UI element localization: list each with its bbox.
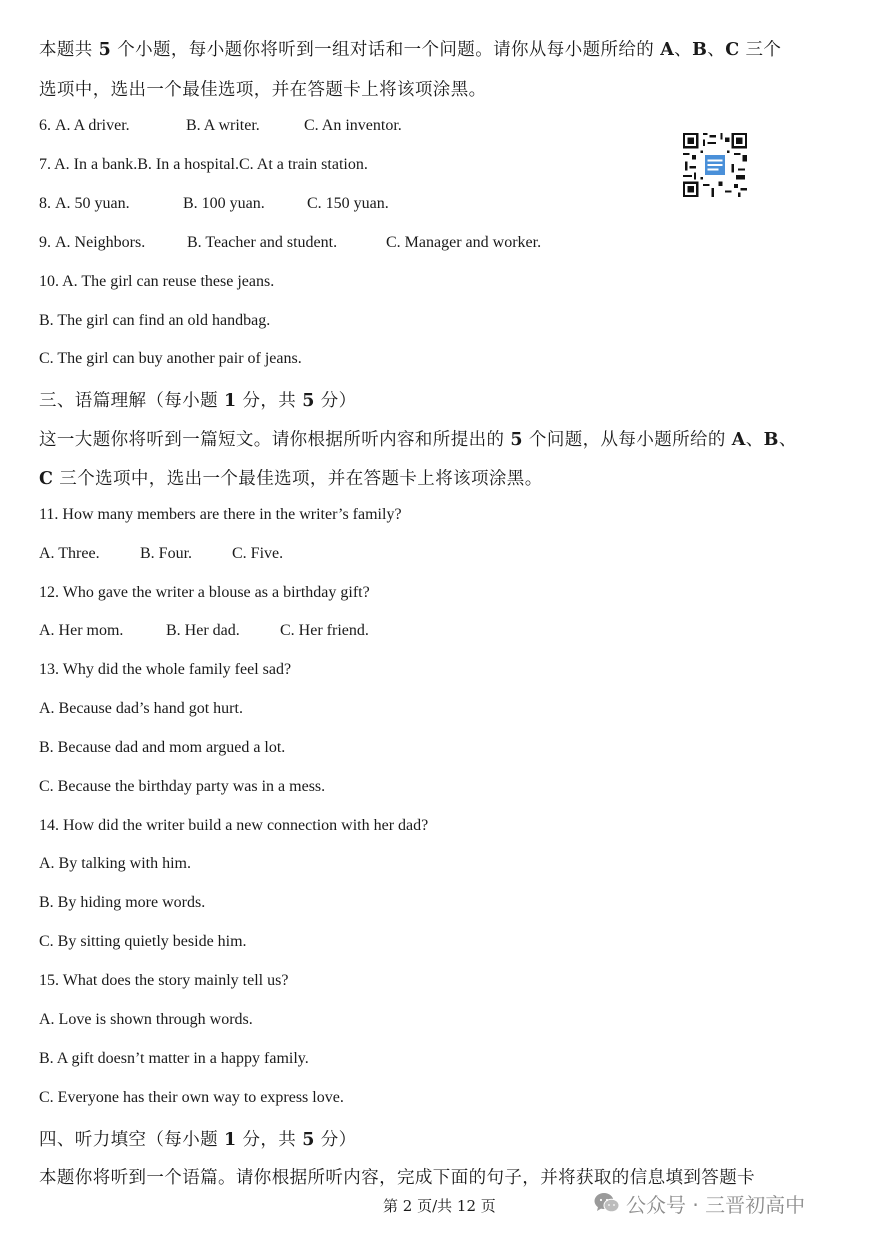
q15-option-a: A. Love is shown through words. xyxy=(39,1011,253,1028)
question-7: 7. A. In a bank.B. In a hospital.C. At a train station. xyxy=(39,156,368,173)
q9-option-a: A. Neighbors. xyxy=(55,234,146,251)
question-11: 11. How many members are there in the writer’s family? xyxy=(39,506,402,523)
q13-option-b: B. Because dad and mom argued a lot. xyxy=(39,739,286,756)
q15-option-b: B. A gift doesn’t matter in a happy family. xyxy=(39,1050,309,1067)
q14-option-a: A. By talking with him. xyxy=(39,855,191,872)
wechat-icon xyxy=(594,1192,620,1214)
section-4-intro: 本题你将听到一个语篇。请你根据所听内容，完成下面的句子，并将获取的信息填到答题卡 xyxy=(39,1168,755,1188)
question-14: 14. How did the writer build a new connection with her dad? xyxy=(39,817,429,834)
q6-option-b: B. A writer. xyxy=(186,117,260,134)
question-6: 6. A. A driver. B. A writer. C. An inventor. xyxy=(39,117,402,134)
q13-option-a: A. Because dad’s hand got hurt. xyxy=(39,700,243,717)
qr-code-image xyxy=(683,133,747,197)
intro-line-2: 选项中，选出一个最佳选项，并在答题卡上将该项涂黑。 xyxy=(39,80,487,100)
section-3-intro-2: C 三个选项中，选出一个最佳选项，并在答题卡上将该项涂黑。 xyxy=(39,469,543,489)
q11-option-c: C. Five. xyxy=(232,545,284,562)
q11-option-b: B. Four. xyxy=(140,545,193,562)
q8-option-a: A. 50 yuan. xyxy=(55,195,130,212)
q9-option-b: B. Teacher and student. xyxy=(187,234,338,251)
watermark-text: 公众号 · 三晋初高中 xyxy=(626,1192,806,1217)
question-8: 8. A. 50 yuan. B. 100 yuan. C. 150 yuan. xyxy=(39,195,389,212)
q10-option-b: B. The girl can find an old handbag. xyxy=(39,312,271,329)
question-10: 10. A. The girl can reuse these jeans. xyxy=(39,273,275,290)
q8-option-b: B. 100 yuan. xyxy=(183,195,265,212)
question-15: 15. What does the story mainly tell us? xyxy=(39,972,289,989)
q6-option-c: C. An inventor. xyxy=(304,117,402,134)
section-3-heading: 三、语篇理解（每小题 1 分，共 5 分） xyxy=(39,391,357,411)
q14-option-c: C. By sitting quietly beside him. xyxy=(39,933,247,950)
q10-option-c: C. The girl can buy another pair of jeans. xyxy=(39,350,302,367)
q6-option-a: A. A driver. xyxy=(55,117,130,134)
page-number: 第 2 页/共 12 页 xyxy=(383,1197,496,1215)
question-12: 12. Who gave the writer a blouse as a birthday gift? xyxy=(39,584,370,601)
question-13: 13. Why did the whole family feel sad? xyxy=(39,661,292,678)
q12-option-a: A. Her mom. xyxy=(39,622,124,639)
q8-option-c: C. 150 yuan. xyxy=(307,195,389,212)
watermark xyxy=(594,1188,805,1218)
q9-option-c: C. Manager and worker. xyxy=(386,234,542,251)
intro-line-1: 本题共 5 个小题，每小题你将听到一组对话和一个问题。请你从每小题所给的 A、B、C 三个 xyxy=(39,40,782,60)
question-9: 9. A. Neighbors. B. Teacher and student. C. Manager and worker. xyxy=(39,234,542,251)
q15-option-c: C. Everyone has their own way to express love. xyxy=(39,1089,344,1106)
q12-options xyxy=(39,622,369,640)
q12-option-b: B. Her dad. xyxy=(166,622,240,639)
q12-option-c: C. Her friend. xyxy=(280,622,369,639)
q14-option-b: B. By hiding more words. xyxy=(39,894,206,911)
section-4-heading: 四、听力填空（每小题 1 分，共 5 分） xyxy=(39,1130,357,1150)
q13-option-c: C. Because the birthday party was in a mess. xyxy=(39,778,326,795)
q11-options xyxy=(39,545,283,563)
q11-option-a: A. Three. xyxy=(39,545,100,562)
section-3-intro-1: 这一大题你将听到一篇短文。请你根据所听内容和所提出的 5 个问题，从每小题所给的 A、B、 xyxy=(39,430,797,450)
